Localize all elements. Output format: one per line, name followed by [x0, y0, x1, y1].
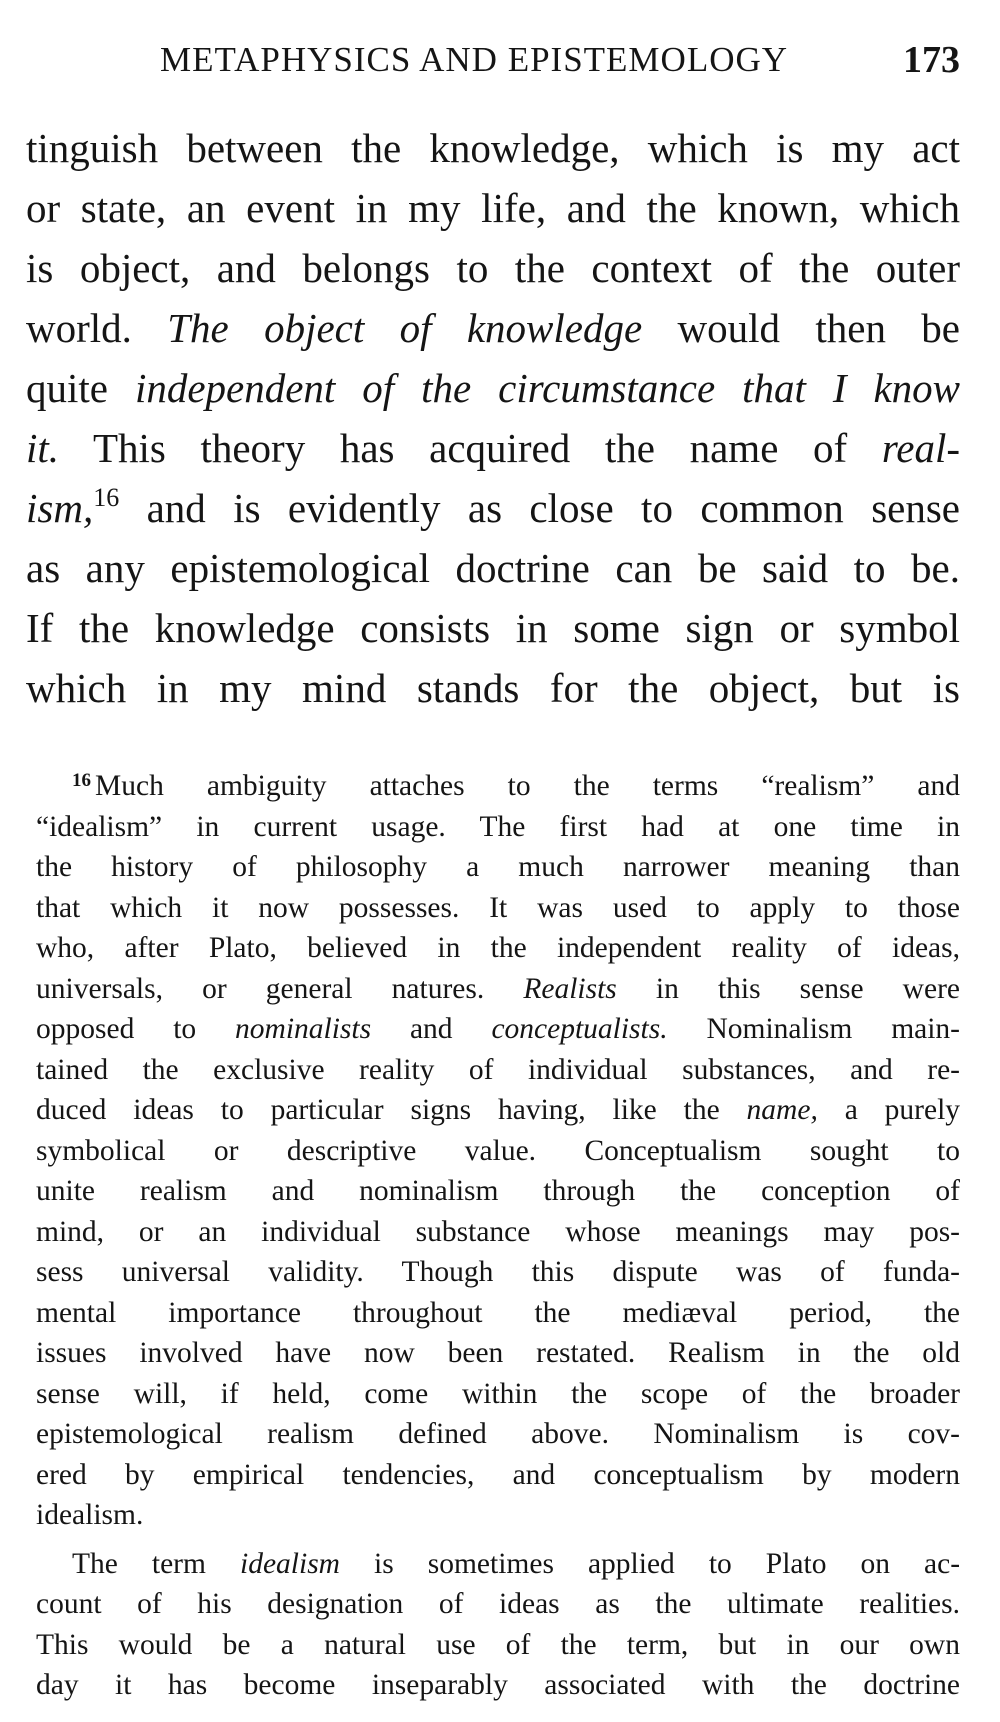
footnote-line: day it has become inseparably associated with the doctrine: [36, 1669, 960, 1701]
text-line: [26, 298, 960, 358]
text-run: is sometimes applied to Plato on ac-: [374, 1547, 961, 1580]
text-line: as any epistemological doctrine can be said to be.: [26, 545, 960, 591]
italic-run: it.: [26, 425, 60, 471]
italic-run: independent of the circumstance that I know: [134, 365, 960, 411]
italic-run: conceptualists.: [491, 1013, 668, 1045]
text-run: Nominalism main-: [706, 1013, 961, 1045]
text-run: opposed to: [36, 1013, 197, 1045]
text-run: and is evidently as close to common sense: [146, 485, 961, 531]
footnote-line: [36, 969, 960, 1010]
italic-run: real-: [881, 425, 961, 471]
footnote-marker: 16: [72, 770, 91, 791]
footnote-line: who, after Plato, believed in the independent reality of ideas,: [36, 932, 960, 964]
italic-run: idealism: [240, 1547, 340, 1580]
text-line: [26, 418, 960, 478]
text-line: which in my mind stands for the object, but is: [26, 665, 960, 711]
footnote-line: mind, or an individual substance whose meanings may pos-: [36, 1215, 960, 1248]
text-run: duced ideas to particular signs having, like the: [36, 1094, 720, 1126]
footnote-line: “idealism” in current usage. The first had at one time in: [36, 810, 960, 843]
footnote-line: This would be a natural use of the term, but in our own: [36, 1628, 960, 1661]
footnote-line: count of his designation of ideas as the ultimate realities.: [36, 1588, 960, 1620]
footnote-line: that which it now possesses. It was used to apply to those: [36, 891, 960, 924]
footnote-line: tained the exclusive reality of individual substances, and re-: [36, 1053, 960, 1086]
text-run: would then be: [677, 305, 961, 351]
text-line: tinguish between the knowledge, which is my act: [26, 125, 960, 171]
footnote-line: ered by empirical tendencies, and conceptualism by modern: [36, 1458, 960, 1491]
text-line: [26, 478, 960, 538]
italic-run: nominalists: [235, 1013, 372, 1045]
italic-run: Realists: [523, 972, 617, 1005]
italic-run: name,: [746, 1094, 818, 1126]
footnote-line: the history of philosophy a much narrower meaning than: [36, 851, 960, 883]
italic-run: The object of knowledge: [167, 305, 643, 351]
text-run: world.: [26, 305, 132, 351]
footnote-line: mental importance throughout the mediæval period, the: [36, 1296, 960, 1329]
footnote-line: symbolical or descriptive value. Conceptualism sought to: [36, 1134, 960, 1167]
footnote-line: [36, 1009, 960, 1050]
text-run: universals, or general natures.: [36, 972, 485, 1005]
footnote-line: [36, 1090, 960, 1131]
footnote-line: [36, 766, 960, 807]
text-run: This theory has acquired the name of: [92, 425, 848, 471]
text-run: and: [409, 1013, 453, 1045]
text-line: [26, 358, 960, 418]
text-run: in this sense were: [655, 972, 960, 1005]
italic-run: ism,: [26, 485, 94, 531]
text-run: Much ambiguity attaches to the terms “realism” and: [95, 770, 960, 802]
text-run: a purely: [844, 1094, 961, 1126]
text-run: The term: [72, 1547, 206, 1580]
text-run: quite: [26, 365, 108, 411]
text-line: or state, an event in my life, and the known, which: [26, 185, 960, 231]
running-title: METAPHYSICS AND EPISTEMOLOGY: [160, 40, 789, 79]
footnote-line: epistemological realism defined above. Nominalism is cov-: [36, 1418, 960, 1450]
footnote-block: [36, 766, 960, 1706]
footnote-line: sense will, if held, come within the scope of the broader: [36, 1377, 960, 1410]
footnote-line: issues involved have now been restated. Realism in the old: [36, 1337, 960, 1369]
footnote-line: [36, 1544, 960, 1585]
footnote-reference: 16: [93, 483, 120, 512]
text-line: is object, and belongs to the context of the outer: [26, 245, 960, 291]
footnote-line: unite realism and nominalism through the conception of: [36, 1175, 960, 1207]
main-text: [26, 118, 960, 718]
footnote-line: idealism.: [36, 1499, 144, 1531]
text-line: If the knowledge consists in some sign or symbol: [26, 605, 960, 651]
running-head: [160, 38, 960, 88]
footnote-line: sess universal validity. Though this dispute was of funda-: [36, 1256, 960, 1288]
page-number: 173: [903, 39, 960, 81]
